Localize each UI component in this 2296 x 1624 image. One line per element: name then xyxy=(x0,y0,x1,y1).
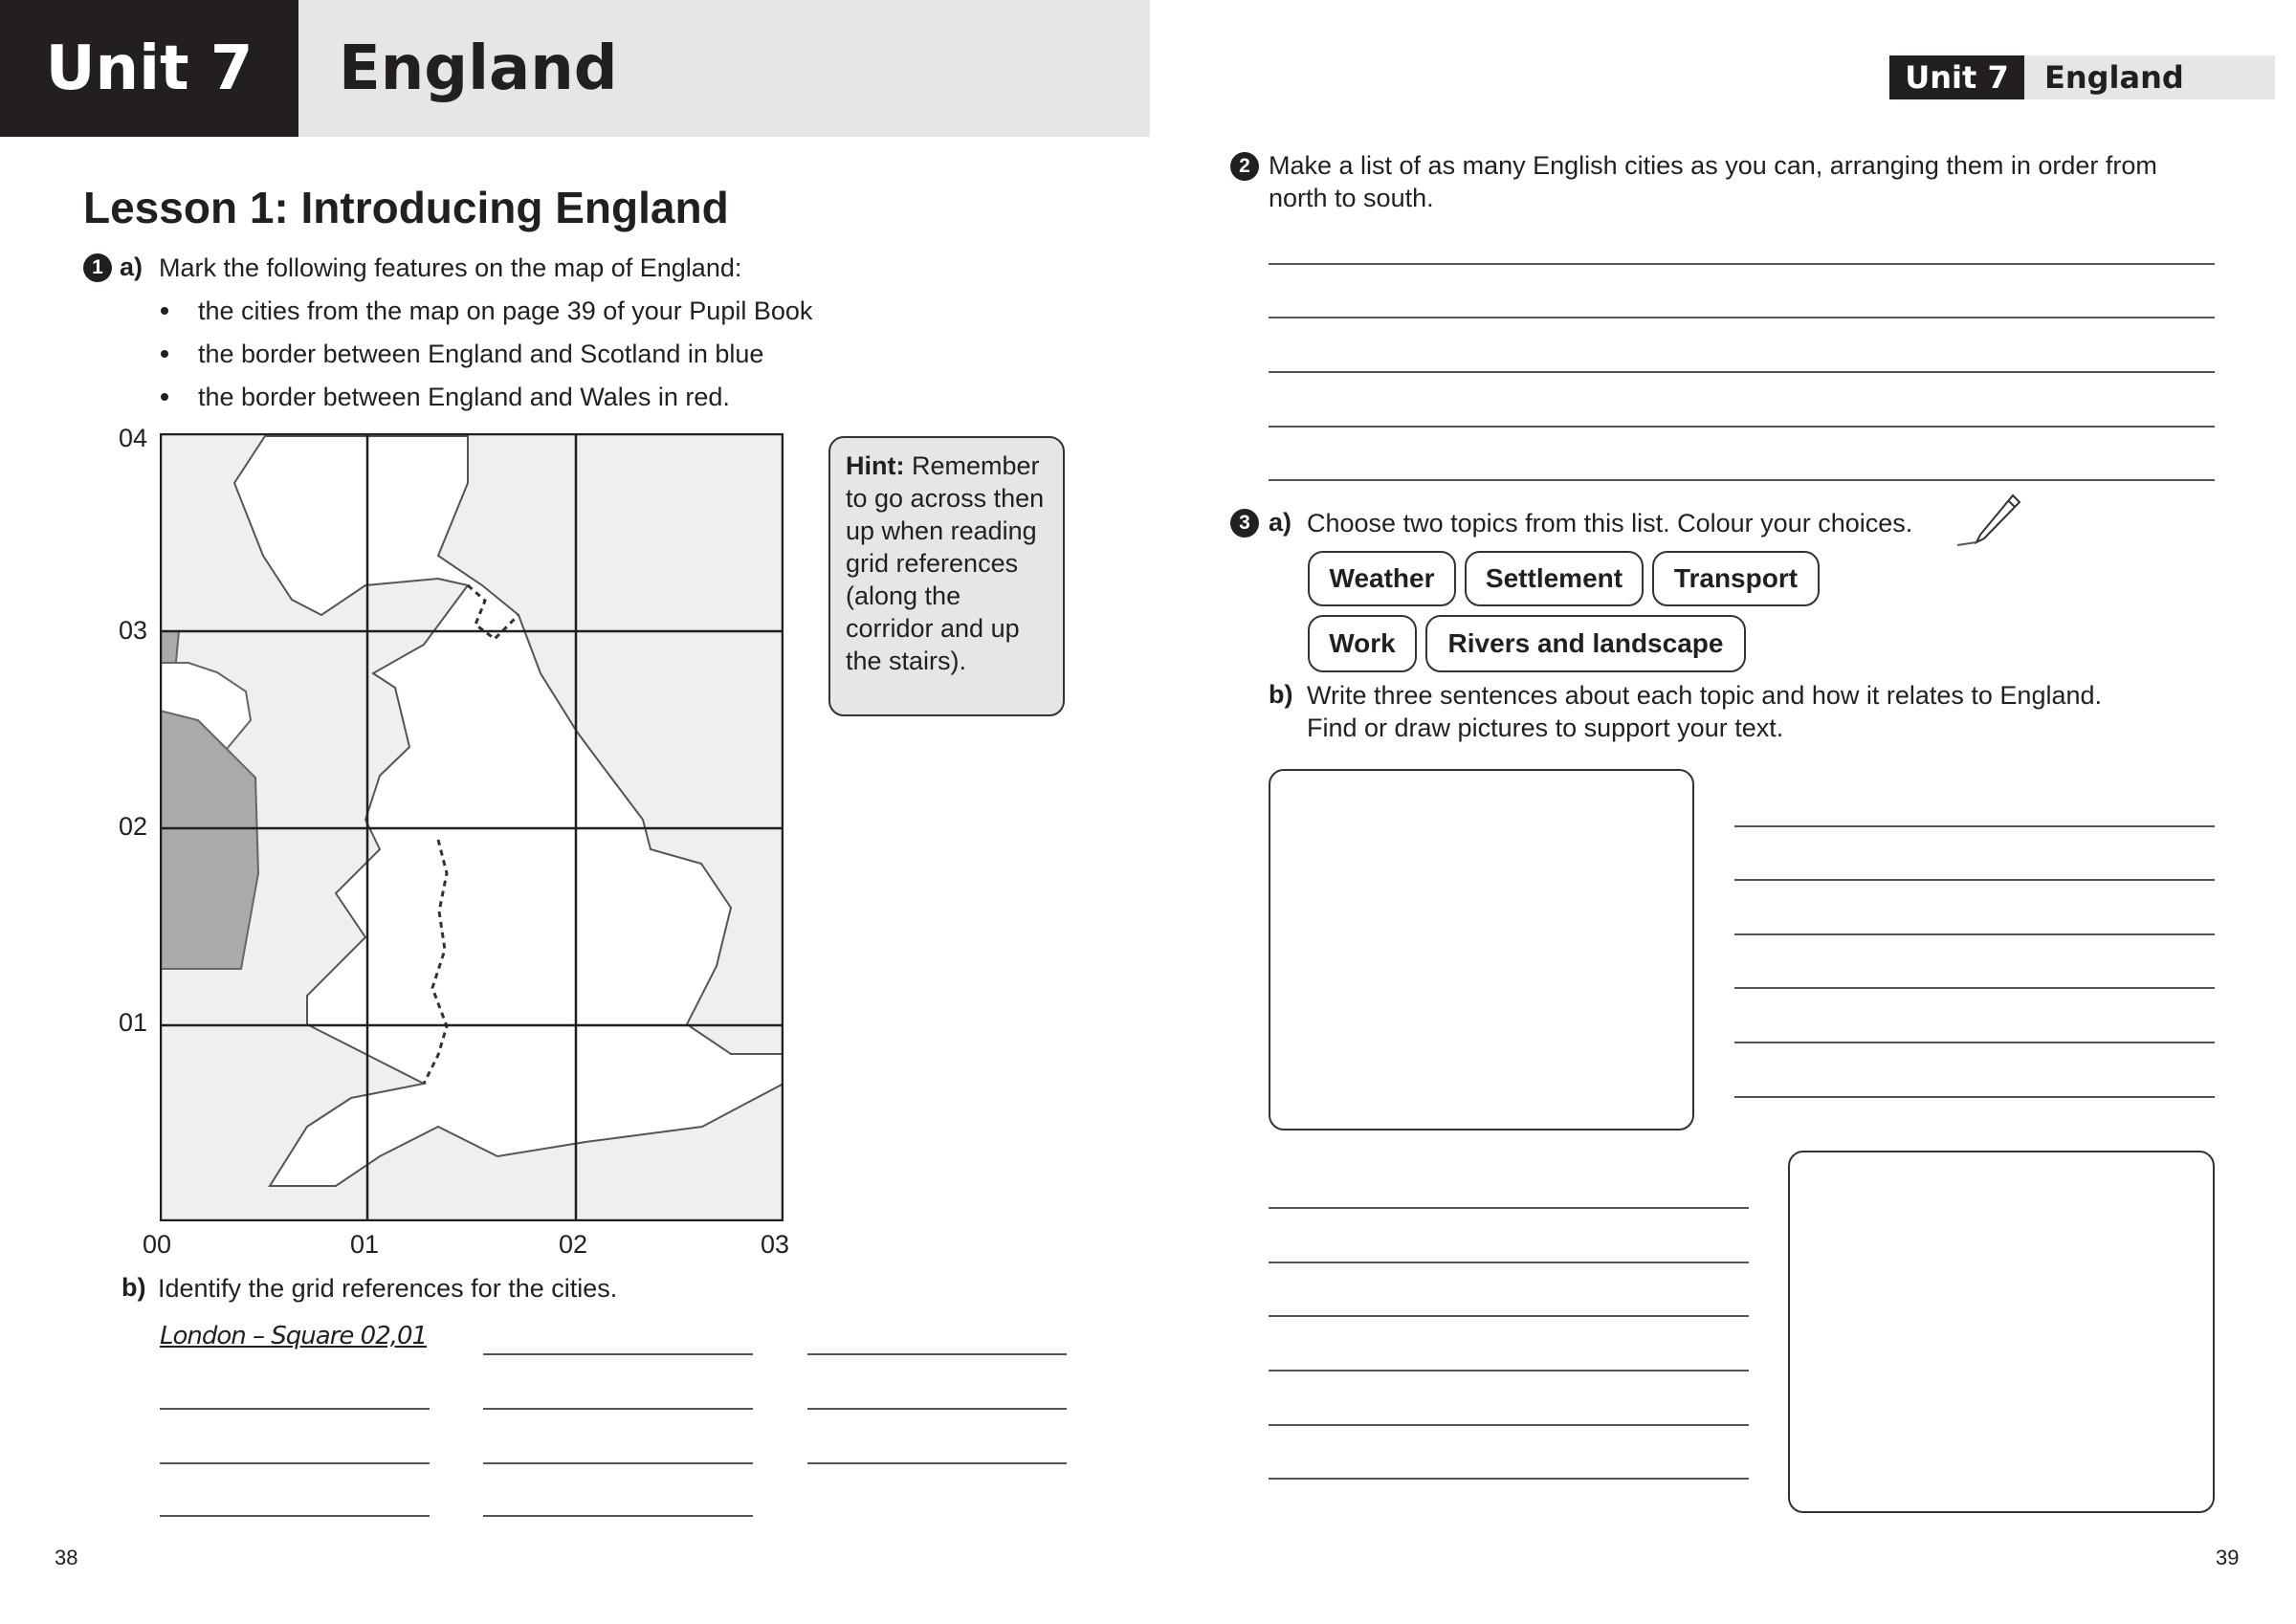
answer-line[interactable] xyxy=(483,1515,753,1517)
y-axis-label: 03 xyxy=(119,616,148,645)
unit-title: England xyxy=(339,33,618,104)
page-number-right: 39 xyxy=(2216,1546,2240,1569)
answer-line[interactable] xyxy=(1269,371,2215,373)
answer-line[interactable] xyxy=(1269,317,2215,318)
answer-line[interactable] xyxy=(160,1515,430,1517)
y-axis-label: 02 xyxy=(119,812,148,841)
topic-chip-settlement[interactable]: Settlement xyxy=(1465,551,1644,606)
topic-chip-work[interactable]: Work xyxy=(1308,615,1417,672)
q1-part-b-text: Identify the grid references for the cities. xyxy=(158,1274,618,1303)
answer-line[interactable] xyxy=(1734,987,2215,989)
x-axis-label: 03 xyxy=(761,1230,790,1259)
lesson-title: Lesson 1: Introducing England xyxy=(83,183,729,232)
answer-line[interactable] xyxy=(807,1462,1067,1464)
part-b-label: b) xyxy=(1269,680,1293,709)
answer-line[interactable] xyxy=(483,1353,753,1355)
bullet-icon xyxy=(161,393,168,401)
answer-line[interactable] xyxy=(807,1353,1067,1355)
answer-line[interactable] xyxy=(160,1408,430,1410)
x-axis-label: 01 xyxy=(350,1230,380,1259)
q3-part-b-text: Write three sentences about each topic and how it relates to England. xyxy=(1307,681,2103,710)
answer-line[interactable] xyxy=(1269,1207,1749,1209)
topic-chip-rivers-and-landscape[interactable]: Rivers and landscape xyxy=(1425,615,1746,672)
answer-line[interactable] xyxy=(160,1462,430,1464)
question-number-1: 1 xyxy=(83,253,112,282)
part-a-label: a) xyxy=(1269,508,1292,537)
answer-line[interactable] xyxy=(1734,933,2215,935)
answer-line[interactable] xyxy=(1269,1370,1749,1372)
x-axis-label: 02 xyxy=(559,1230,588,1259)
answer-line[interactable] xyxy=(1734,825,2215,827)
question-number-2: 2 xyxy=(1230,152,1259,181)
q2-text: north to south. xyxy=(1269,184,1434,212)
x-axis-label: 00 xyxy=(143,1230,172,1259)
hint-text: Remember to go across then up when reading grid references (along the corridor and up the stairs). xyxy=(846,451,1045,675)
bullet-item: the border between England and Wales in red. xyxy=(198,383,730,411)
q3-instruction: Choose two topics from this list. Colour your choices. xyxy=(1307,509,1913,538)
unit-label-small: Unit 7 xyxy=(1889,55,2024,99)
answer-line[interactable] xyxy=(1734,1042,2215,1043)
answer-line[interactable] xyxy=(1269,426,2215,428)
page-number-left: 38 xyxy=(55,1546,78,1569)
bullet-item: the border between England and Scotland in blue xyxy=(198,340,764,368)
answer-line[interactable] xyxy=(1269,479,2215,481)
picture-box-2[interactable] xyxy=(1788,1151,2215,1513)
picture-box-1[interactable] xyxy=(1269,769,1694,1130)
part-a-label: a) xyxy=(120,252,144,281)
topic-chip-transport[interactable]: Transport xyxy=(1652,551,1820,606)
example-answer: London – Square 02,01 xyxy=(160,1322,428,1350)
unit-title-small: England xyxy=(2044,59,2184,96)
y-axis-label: 04 xyxy=(119,424,148,452)
answer-line[interactable] xyxy=(1269,1262,1749,1263)
answer-line[interactable] xyxy=(1269,263,2215,265)
answer-line[interactable] xyxy=(1269,1424,1749,1426)
answer-line[interactable] xyxy=(1269,1478,1749,1480)
answer-line[interactable] xyxy=(483,1462,753,1464)
answer-line[interactable] xyxy=(807,1408,1067,1410)
answer-line[interactable] xyxy=(1734,1096,2215,1098)
england-grid-map[interactable] xyxy=(160,433,784,1221)
unit-label: Unit 7 xyxy=(0,0,298,137)
q2-text: Make a list of as many English cities as you can, arranging them in order from xyxy=(1269,151,2157,180)
topic-chip-weather[interactable]: Weather xyxy=(1308,551,1456,606)
bullet-icon xyxy=(161,307,168,315)
question-number-3: 3 xyxy=(1230,509,1259,538)
pencil-icon xyxy=(1955,493,2022,548)
hint-label: Hint: xyxy=(846,451,905,480)
answer-line[interactable] xyxy=(1734,879,2215,881)
part-b-label: b) xyxy=(121,1273,146,1302)
answer-line[interactable] xyxy=(483,1408,753,1410)
bullet-icon xyxy=(161,350,168,358)
y-axis-label: 01 xyxy=(119,1008,148,1037)
q1-instruction: Mark the following features on the map of England: xyxy=(159,253,742,282)
answer-line[interactable] xyxy=(1269,1315,1749,1317)
bullet-item: the cities from the map on page 39 of your Pupil Book xyxy=(198,296,813,325)
q3-part-b-text: Find or draw pictures to support your text. xyxy=(1307,713,1784,742)
hint-box xyxy=(828,436,1065,716)
